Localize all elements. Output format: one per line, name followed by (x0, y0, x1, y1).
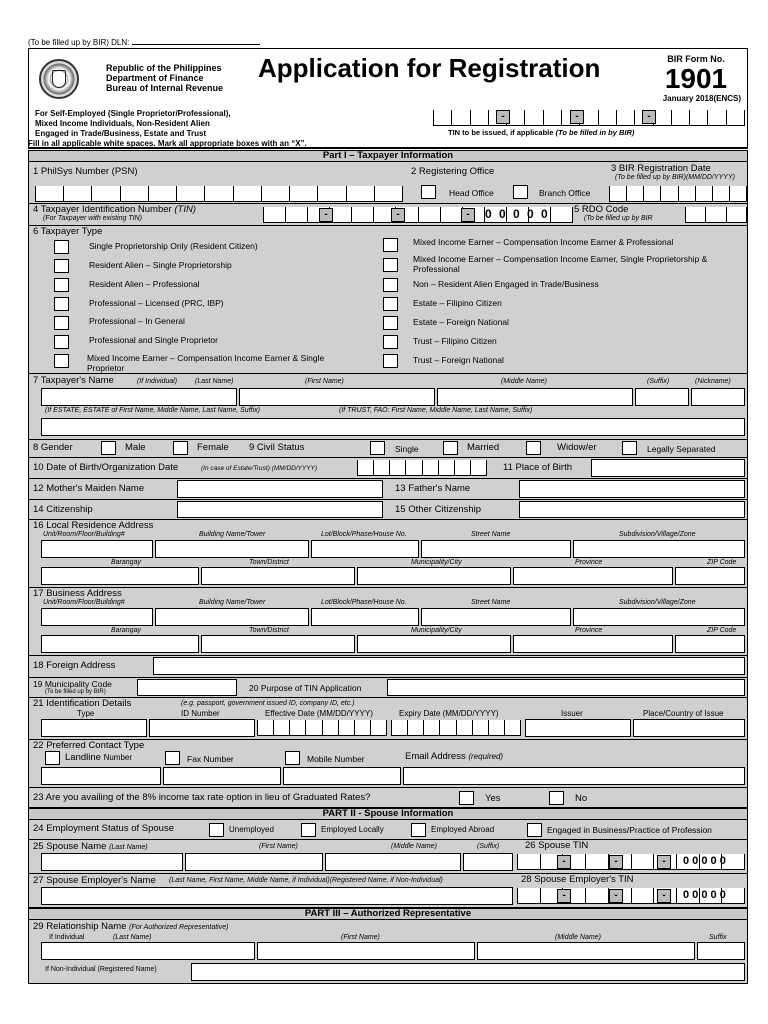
purpose-input[interactable] (387, 679, 745, 696)
dln-label: (To be filled up by BIR) DLN: (28, 37, 260, 47)
issued-tin-caption: TIN to be issued, if applicable (To be filled in by BIR) (448, 128, 635, 137)
type-checkbox[interactable] (383, 316, 398, 330)
type-checkbox[interactable] (54, 278, 69, 292)
fathers-name-input[interactable] (519, 480, 745, 498)
citizenship-input[interactable] (177, 501, 383, 518)
spouse-local-label: Employed Locally (321, 825, 384, 834)
addr-caption: Lot/Block/Phase/House No. (321, 599, 407, 606)
biz-barangay-input[interactable] (41, 635, 199, 653)
row-taxpayer-type (28, 226, 748, 374)
landline-label: Landline Number (65, 752, 133, 763)
addr-caption: Town/District (249, 627, 289, 634)
estate-note: (If ESTATE, ESTATE of First Name, Middle Name, Last Name, Suffix) (45, 407, 260, 414)
addr-caption: Subdivision/Village/Zone (619, 531, 696, 538)
addr-caption: Building Name/Tower (199, 599, 266, 606)
row-8pct (28, 788, 748, 808)
spouse-business-checkbox[interactable] (527, 823, 542, 837)
birth-date-note: (In case of Estate/Trust) (MM/DD/YYYY) (201, 465, 318, 472)
rep-first-name-input[interactable] (257, 942, 475, 960)
form-title: Application for Registration (258, 53, 601, 83)
tin-label: 4 Taxpayer Identification Number (TIN) (33, 204, 196, 215)
row-business-address (28, 588, 748, 656)
applicable-line: Mixed Income Individuals, Non-Resident Alien (35, 119, 210, 128)
spouse-name-note: (Middle Name) (391, 843, 437, 850)
branch-office-checkbox[interactable] (513, 185, 528, 199)
fax-label: Fax Number (187, 754, 234, 764)
type-checkbox[interactable] (383, 258, 398, 272)
spouse-unemployed-checkbox[interactable] (209, 823, 224, 837)
8pct-no-checkbox[interactable] (549, 791, 564, 805)
barangay-input[interactable] (41, 567, 199, 585)
part1-title: Part I – Taxpayer Information (28, 150, 748, 162)
municipality-code-note: (To be filled up by BIR) (45, 689, 106, 695)
female-label: Female (197, 442, 229, 453)
type-option: Mixed Income Earner – Compensation Income Earner, Single Proprietorship & Professional (413, 254, 708, 274)
zip-input[interactable] (675, 567, 745, 585)
type-checkbox[interactable] (383, 238, 398, 252)
spouse-abroad-label: Employed Abroad (431, 825, 495, 834)
fax-input[interactable] (163, 767, 281, 785)
separated-checkbox[interactable] (622, 441, 637, 455)
citizenship-label: 14 Citizenship (33, 504, 93, 515)
spouse-employment-label: 24 Employment Status of Spouse (33, 823, 174, 834)
municipality-code-label: 19 Municipality Code (33, 679, 112, 689)
name-note: (If Individual) (137, 378, 178, 385)
addr-caption: Barangay (111, 559, 141, 566)
other-citizenship-label: 15 Other Citizenship (395, 504, 482, 515)
taxpayer-name-label: 7 Taxpayer's Name (33, 375, 114, 386)
id-effective-date-input[interactable] (257, 720, 387, 736)
mobile-checkbox[interactable] (285, 751, 300, 765)
tin-dash: - (496, 110, 510, 124)
birth-date-label: 10 Date of Birth/Organization Date (33, 462, 179, 473)
biz-building-input[interactable] (155, 608, 309, 626)
municipality-code-input[interactable] (137, 679, 237, 696)
foreign-address-input[interactable] (153, 657, 745, 675)
applicable-line: For Self-Employed (Single Proprietor/Professional), (35, 109, 231, 118)
bir-registration-date-input[interactable] (609, 186, 747, 202)
row-taxpayer-name (28, 374, 748, 440)
taxpayer-type-label: 6 Taxpayer Type (33, 226, 103, 237)
id-col-header: Expiry Date (MM/DD/YYYY) (399, 709, 499, 718)
tin-dash: - (657, 855, 671, 869)
tin-dash: - (557, 889, 571, 903)
row-local-address (28, 520, 748, 588)
row-spouse-employer (28, 874, 748, 908)
single-label: Single (395, 444, 419, 454)
mobile-label: Mobile Number (307, 754, 365, 764)
id-col-header: Place/Country of Issue (643, 709, 724, 718)
addr-caption: Street Name (471, 531, 511, 538)
row-municipality (28, 678, 748, 698)
id-place-input[interactable] (633, 719, 745, 737)
married-checkbox[interactable] (443, 441, 458, 455)
business-address-label: 17 Business Address (33, 588, 122, 599)
type-checkbox[interactable] (54, 335, 69, 349)
town-input[interactable] (201, 567, 355, 585)
province-input[interactable] (513, 567, 673, 585)
row-identification (28, 698, 748, 740)
form-number: 1901 (664, 63, 728, 94)
civil-status-label: 9 Civil Status (249, 442, 305, 453)
row-parents (28, 479, 748, 500)
biz-unit-input[interactable] (41, 608, 153, 626)
addr-caption: Subdivision/Village/Zone (619, 599, 696, 606)
part2-title: PART II - Spouse Information (28, 808, 748, 820)
addr-caption: Street Name (471, 599, 511, 606)
addr-caption: Unit/Room/Floor/Building# (43, 599, 125, 606)
type-checkbox[interactable] (383, 354, 398, 368)
spouse-employer-tin-label: 28 Spouse Employer's TIN (521, 874, 634, 885)
type-option: Professional and Single Proprietor (89, 335, 218, 345)
landline-input[interactable] (41, 767, 161, 785)
male-label: Male (125, 442, 146, 453)
purpose-label: 20 Purpose of TIN Application (249, 683, 362, 693)
addr-caption: ZIP Code (707, 559, 737, 566)
addr-caption: Province (575, 559, 603, 566)
id-type-input[interactable] (41, 719, 147, 737)
single-checkbox[interactable] (370, 441, 385, 455)
estate-trust-name-input[interactable] (41, 418, 745, 436)
tin-dash: - (461, 208, 475, 222)
email-input[interactable] (403, 767, 745, 785)
8pct-question: 23 Are you availing of the 8% income tax rate option in lieu of Graduated Rates? (33, 792, 371, 803)
bir-registration-date-label: 3 BIR Registration Date (611, 163, 711, 174)
row-representative (28, 920, 748, 984)
spouse-middle-name-input[interactable] (325, 853, 461, 871)
head-office-label: Head Office (449, 188, 494, 198)
8pct-no-label: No (575, 793, 588, 804)
biz-lot-input[interactable] (311, 608, 419, 626)
tin-dash: - (609, 889, 623, 903)
row-tin (28, 204, 748, 226)
psn-label: 1 PhilSys Number (PSN) (33, 166, 138, 177)
spouse-last-name-input[interactable] (41, 853, 183, 871)
rep-note: Suffix (709, 934, 727, 941)
part3-title: PART III – Authorized Representative (28, 908, 748, 920)
foreign-address-label: 18 Foreign Address (33, 660, 116, 671)
form-version-date: January 2018(ENCS) (662, 94, 741, 103)
biz-city-input[interactable] (357, 635, 511, 653)
rdo-code-note: (To be filled up by BIR (584, 215, 653, 222)
agency-line: Republic of the Philippines (106, 63, 222, 73)
mothers-name-input[interactable] (177, 480, 383, 498)
agency-block (106, 63, 223, 93)
name-note: (First Name) (305, 378, 344, 385)
psn-input[interactable] (35, 186, 403, 202)
biz-street-input[interactable] (421, 608, 571, 626)
spouse-employer-note: (Last Name, First Name, Middle Name, if Individual)(Registered Name, if Non-Individual) (169, 877, 443, 884)
email-label: Email Address (required) (405, 751, 504, 762)
spouse-name-note: (First Name) (259, 843, 298, 850)
tin-dash: - (557, 855, 571, 869)
type-option: Estate – Foreign National (413, 317, 509, 327)
fathers-name-label: 13 Father's Name (395, 483, 471, 494)
row-spouse-employment (28, 820, 748, 840)
type-option: Trust – Filipino Citizen (413, 336, 497, 346)
spouse-employer-tin-zeros: 0 0 0 0 0 (683, 889, 726, 901)
id-col-header: Effective Date (MM/DD/YYYY) (265, 709, 373, 718)
rep-middle-name-input[interactable] (477, 942, 695, 960)
form-number-block (651, 54, 741, 103)
id-issuer-input[interactable] (525, 719, 631, 737)
rep-if-individual: If Individual (49, 934, 85, 941)
relationship-name-label: 29 Relationship Name (For Authorized Representative) (33, 921, 229, 932)
unit-input[interactable] (41, 540, 153, 558)
type-checkbox[interactable] (54, 354, 69, 368)
trust-note: (If TRUST, FAO: First Name, Middle Name, Last Name, Suffix) (339, 407, 533, 414)
head-office-checkbox[interactable] (421, 185, 436, 199)
8pct-yes-checkbox[interactable] (459, 791, 474, 805)
place-of-birth-label: 11 Place of Birth (503, 462, 573, 473)
spouse-business-label: Engaged in Business/Practice of Profession (547, 825, 712, 835)
tin-dash: - (657, 889, 671, 903)
type-checkbox[interactable] (54, 259, 69, 273)
male-checkbox[interactable] (101, 441, 116, 455)
widow-checkbox[interactable] (526, 441, 541, 455)
type-checkbox[interactable] (54, 316, 69, 330)
subdivision-input[interactable] (573, 540, 745, 558)
local-address-label: 16 Local Residence Address (33, 520, 154, 531)
tin-dash: - (609, 855, 623, 869)
name-note: (Suffix) (647, 378, 670, 385)
addr-caption: Lot/Block/Phase/House No. (321, 531, 407, 538)
bir-registration-date-note: (To be filled up by BIR)(MM/DD/YYYY) (615, 174, 735, 181)
type-option: Estate – Filipino Citizen (413, 298, 502, 308)
row-birth (28, 458, 748, 479)
identification-note: (e.g. passport, government issued ID, company ID, etc.) (181, 700, 355, 707)
mobile-input[interactable] (283, 767, 401, 785)
type-checkbox[interactable] (54, 240, 69, 254)
rep-note: (Middle Name) (555, 934, 601, 941)
form-number-label: BIR Form No. (667, 54, 725, 64)
type-option: Single Proprietorship Only (Resident Citizen) (89, 241, 258, 251)
tin-note: (For Taxpayer with existing TIN) (43, 215, 142, 222)
landline-checkbox[interactable] (45, 751, 60, 765)
type-option: Professional – In General (89, 316, 185, 326)
row-gender-civil (28, 440, 748, 458)
type-option: Mixed Income Earner – Compensation Income Earner & Professional (413, 237, 674, 247)
tin-dash: - (642, 110, 656, 124)
agency-line: Department of Finance (106, 73, 204, 83)
rdo-code-input[interactable] (685, 207, 747, 223)
biz-zip-input[interactable] (675, 635, 745, 653)
rep-note: (First Name) (341, 934, 380, 941)
street-input[interactable] (421, 540, 571, 558)
married-label: Married (467, 442, 500, 453)
spouse-employer-label: 27 Spouse Employer's Name (33, 875, 156, 886)
addr-caption: Municipality/City (411, 559, 462, 566)
tin-dash: - (391, 208, 405, 222)
name-note: (Nickname) (695, 378, 731, 385)
type-checkbox[interactable] (383, 297, 398, 311)
issued-tin-input[interactable] (433, 110, 745, 126)
dln-input[interactable] (132, 37, 260, 45)
id-col-header: Issuer (561, 709, 583, 718)
rdo-code-label: 5 RDO Code (574, 204, 629, 215)
separated-label: Legally Separated (647, 444, 716, 454)
biz-subdivision-input[interactable] (573, 608, 745, 626)
row-foreign-address (28, 656, 748, 678)
addr-caption: Unit/Room/Floor/Building# (43, 531, 125, 538)
tin-dash: - (570, 110, 584, 124)
rep-last-name-input[interactable] (41, 942, 255, 960)
rep-registered-name-input[interactable] (191, 963, 745, 981)
other-citizenship-input[interactable] (519, 501, 745, 518)
type-option: Professional – Licensed (PRC, IBP) (89, 298, 224, 308)
type-option: Resident Alien – Single Proprietorship (89, 260, 232, 270)
birth-date-input[interactable] (357, 460, 487, 476)
name-note: (Last Name) (195, 378, 234, 385)
type-option: Non – Resident Alien Engaged in Trade/Business (413, 279, 599, 289)
gender-label: 8 Gender (33, 442, 73, 453)
last-name-input[interactable] (41, 388, 237, 406)
bir-seal-icon (39, 59, 79, 99)
addr-caption: ZIP Code (707, 627, 737, 634)
spouse-unemployed-label: Unemployed (229, 825, 274, 834)
addr-caption: Province (575, 627, 603, 634)
agency-line: Bureau of Internal Revenue (106, 83, 224, 93)
spouse-employer-input[interactable] (41, 887, 513, 905)
row-contact (28, 740, 748, 788)
place-of-birth-input[interactable] (591, 459, 745, 477)
lot-input[interactable] (311, 540, 419, 558)
applicable-line: Engaged in Trade/Business, Estate and Trust (35, 129, 207, 138)
row-spouse-name (28, 840, 748, 874)
type-checkbox[interactable] (54, 297, 69, 311)
female-checkbox[interactable] (173, 441, 188, 455)
addr-caption: Building Name/Tower (199, 531, 266, 538)
addr-caption: Town/District (249, 559, 289, 566)
id-col-header: ID Number (181, 709, 220, 718)
id-expiry-date-input[interactable] (391, 720, 521, 736)
rep-suffix-input[interactable] (697, 942, 745, 960)
name-note: (Middle Name) (501, 378, 547, 385)
type-option: Mixed Income Earner – Compensation Income Earner & Single Proprietor (87, 353, 325, 373)
mothers-name-label: 12 Mother's Maiden Name (33, 483, 145, 494)
type-option: Trust – Foreign National (413, 355, 504, 365)
spouse-name-note: (Suffix) (477, 843, 500, 850)
tin-branch-zeros: 0 0 0 0 0 (485, 207, 550, 221)
spouse-suffix-input[interactable] (463, 853, 513, 871)
row-psn (28, 162, 748, 204)
biz-province-input[interactable] (513, 635, 673, 653)
applicable-taxpayers (35, 109, 231, 139)
id-number-input[interactable] (149, 719, 255, 737)
addr-caption: Barangay (111, 627, 141, 634)
first-name-input[interactable] (239, 388, 435, 406)
spouse-first-name-input[interactable] (185, 853, 323, 871)
tin-dash: - (319, 208, 333, 222)
fill-instructions: Fill in all applicable white spaces. Mark all appropriate boxes with an “X”. (28, 139, 748, 149)
building-input[interactable] (155, 540, 309, 558)
row-citizenship (28, 500, 748, 520)
biz-town-input[interactable] (201, 635, 355, 653)
nickname-input[interactable] (691, 388, 745, 406)
fax-checkbox[interactable] (165, 751, 180, 765)
city-input[interactable] (357, 567, 511, 585)
addr-caption: Municipality/City (411, 627, 462, 634)
suffix-input[interactable] (635, 388, 689, 406)
spouse-name-label: 25 Spouse Name (Last Name) (33, 841, 148, 852)
widow-label: Widow/er (557, 442, 597, 453)
rep-note: (Last Name) (113, 934, 152, 941)
id-col-header: Type (77, 709, 95, 718)
middle-name-input[interactable] (437, 388, 633, 406)
8pct-yes-label: Yes (485, 793, 501, 804)
spouse-tin-label: 26 Spouse TIN (525, 840, 589, 851)
type-checkbox[interactable] (383, 278, 398, 292)
type-checkbox[interactable] (383, 335, 398, 349)
contact-type-label: 22 Preferred Contact Type (33, 740, 145, 751)
rep-non-individual-label: If Non-Individual (Registered Name) (45, 966, 157, 973)
type-option: Resident Alien – Professional (89, 279, 200, 289)
spouse-local-checkbox[interactable] (301, 823, 316, 837)
registering-office-label: 2 Registering Office (411, 166, 495, 177)
spouse-tin-zeros: 0 0 0 0 0 (683, 855, 726, 867)
spouse-abroad-checkbox[interactable] (411, 823, 426, 837)
identification-label: 21 Identification Details (33, 698, 132, 709)
branch-office-label: Branch Office (539, 188, 591, 198)
form-header (28, 48, 748, 148)
